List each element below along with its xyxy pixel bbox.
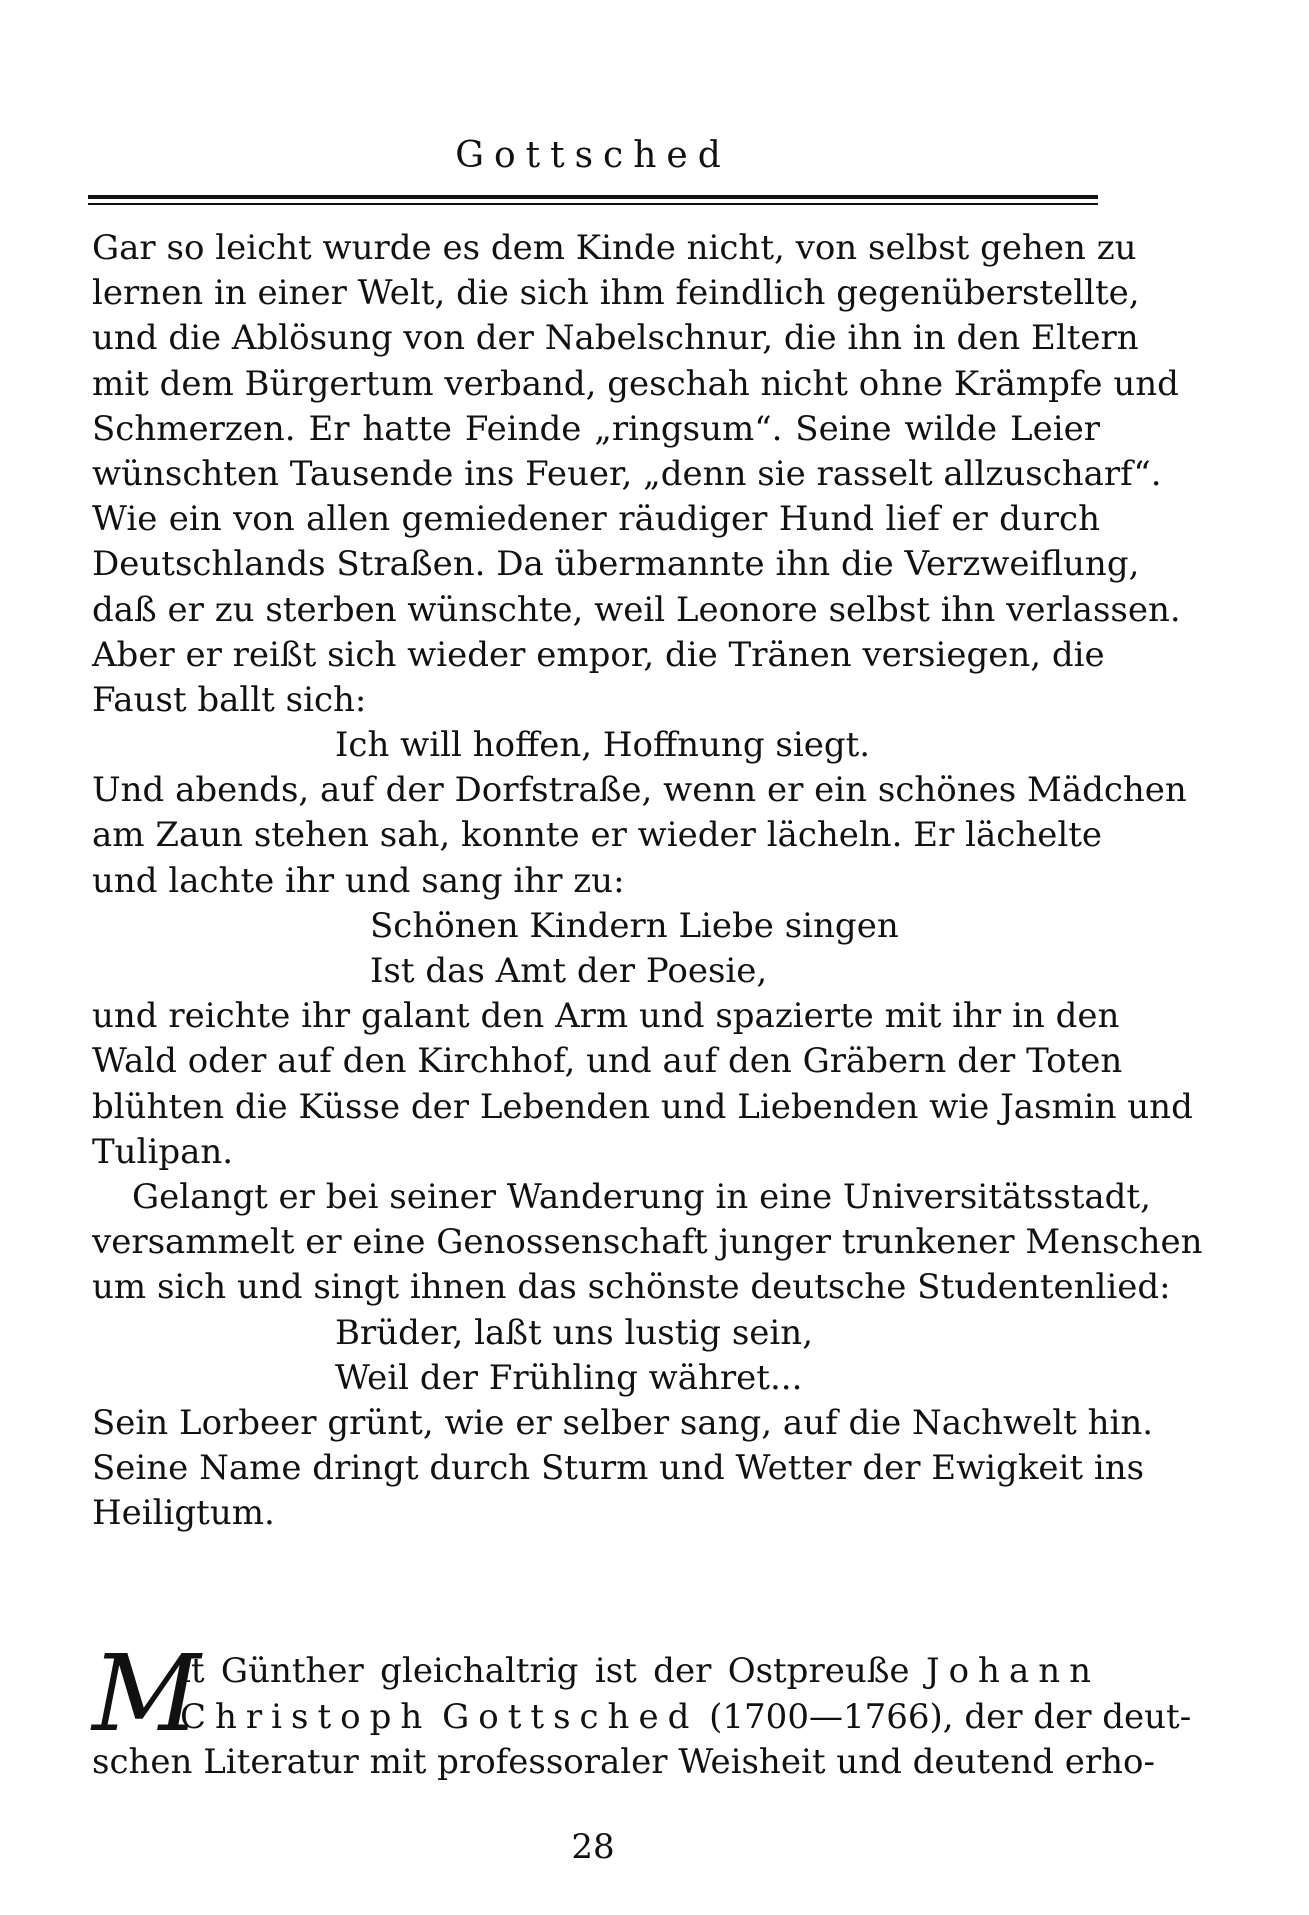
text-line: Wald oder auf den Kirchhof, und auf den Gräbern der Toten [92, 1041, 1123, 1082]
drop-cap: M [92, 1632, 201, 1756]
text-line: Heiligtum. [92, 1493, 275, 1534]
text-line: und die Ablösung von der Nabelschnur, die ihn in den Eltern [92, 318, 1139, 359]
text-line: schen Literatur mit professoraler Weisheit und deutend erho- [92, 1741, 1155, 1782]
page-number: 28 [571, 1827, 615, 1867]
text-line: lernen in einer Welt, die sich ihm feindlich gegenüberstellte, [92, 273, 1140, 314]
text-line: Und abends, auf der Dorfstraße, wenn er ein schönes Mädchen [92, 770, 1187, 811]
person-name: Gottsched [442, 1696, 699, 1737]
text-line: Tulipan. [92, 1131, 234, 1172]
person-name: Johann [925, 1651, 1101, 1692]
verse-line: Ist das Amt der Poesie, [370, 951, 768, 991]
text-line: daß er zu sterben wünschte, weil Leonore selbst ihn verlassen. [92, 589, 1181, 630]
text-line: Aber er reißt sich wieder empor, die Tränen versiegen, die [92, 634, 1105, 675]
text-run: (1700—1766), der der deut- [709, 1696, 1192, 1737]
verse-line: Brüder, laßt uns lustig sein, [335, 1312, 814, 1353]
text-line: Schmerzen. Er hatte Feinde „ringsum“. Seine wilde Leier [92, 408, 1100, 449]
header-rule-thick [88, 195, 1098, 199]
text-line: blühten die Küsse der Lebenden und Liebenden wie Jasmin und [92, 1086, 1193, 1127]
text-line: am Zaun stehen sah, konnte er wieder lächeln. Er lächelte [92, 815, 1103, 856]
section-gap [92, 1536, 1100, 1649]
text-line: Sein Lorbeer grünt, wie er selber sang, auf die Nachwelt hin. [92, 1402, 1154, 1443]
text-run: it Günther gleichaltrig ist der Ostpreuße [180, 1651, 910, 1692]
text-line: Gar so leicht wurde es dem Kinde nicht, von selbst gehen zu [92, 228, 1137, 268]
verse-line: Ich will hoffen, Hoffnung siegt. [335, 725, 871, 766]
verse-line: Weil der Frühling währet... [335, 1357, 803, 1398]
section-paragraph [92, 1632, 1192, 1785]
text-line: und lachte ihr und sang ihr zu: [92, 860, 625, 901]
text-line [92, 1649, 1100, 1694]
text-line [92, 1695, 1192, 1740]
text-line: um sich und singt ihnen das schönste deutsche Studentenlied: [92, 1267, 1171, 1308]
text-line: wünschten Tausende ins Feuer, „denn sie rasselt allzuscharf“. [92, 453, 1162, 494]
text-line: Gelangt er bei seiner Wanderung in eine Universitätsstadt, [132, 1176, 1151, 1217]
text-line: mit dem Bürgertum verband, geschah nicht ohne Krämpfe und [92, 363, 1179, 404]
text-line: und reichte ihr galant den Arm und spazierte mit ihr in den [92, 996, 1120, 1037]
text-line: Wie ein von allen gemiedener räudiger Hund lief er durch [92, 499, 1100, 540]
running-header: Gottsched [455, 135, 731, 176]
text-line: Seine Name dringt durch Sturm und Wetter der Ewigkeit ins [92, 1448, 1145, 1489]
body-text [92, 226, 1203, 1785]
person-name: Christoph [180, 1696, 432, 1737]
text-line: Faust ballt sich: [92, 679, 367, 720]
verse-line: Schönen Kindern Liebe singen [370, 905, 899, 946]
header-rule-thin [88, 203, 1098, 205]
text-line: Deutschlands Straßen. Da übermannte ihn die Verzweiflung, [92, 544, 1140, 585]
text-line: versammelt er eine Genossenschaft junger trunkener Menschen [92, 1222, 1203, 1263]
